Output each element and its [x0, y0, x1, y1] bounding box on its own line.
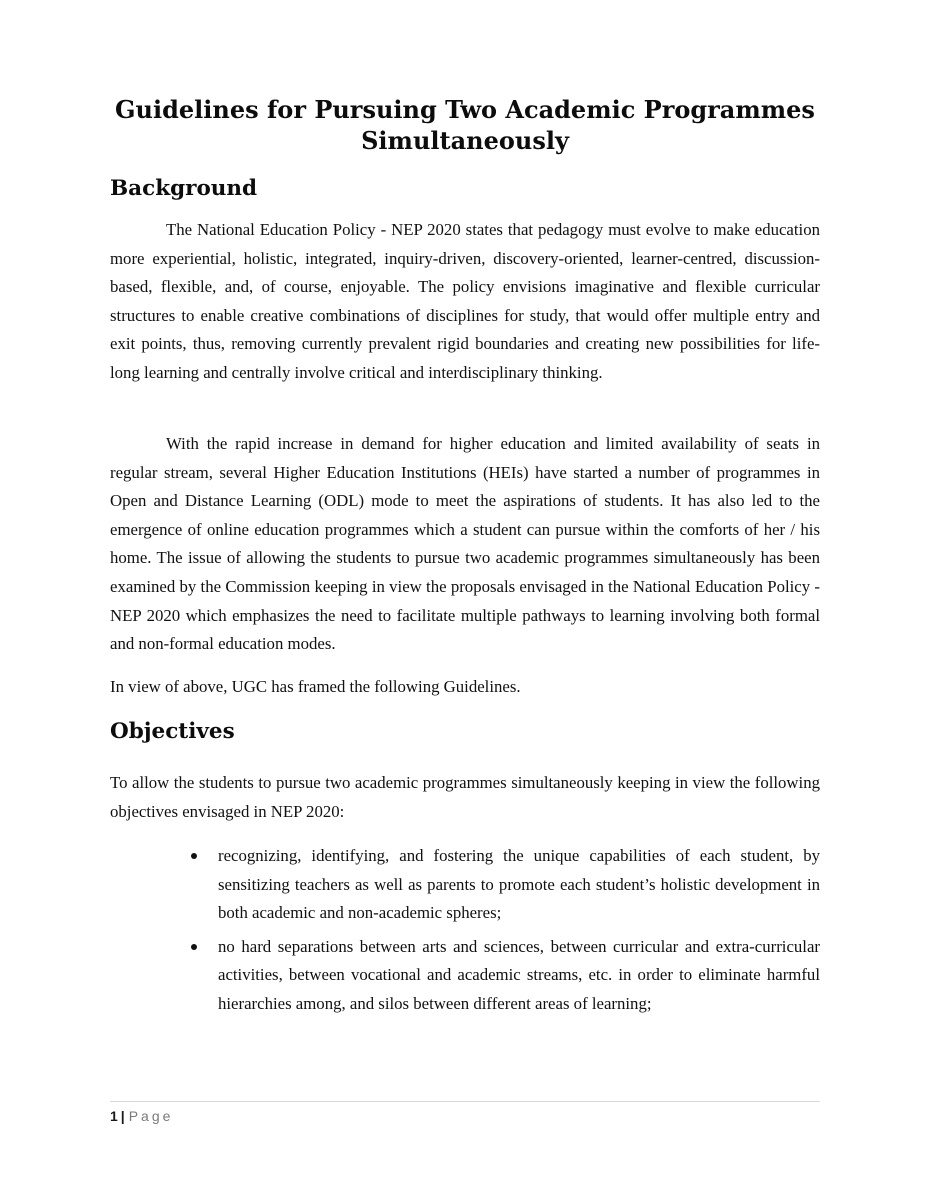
page-footer [110, 1107, 173, 1125]
objectives-list [218, 842, 820, 1024]
page-label: Page [128, 1108, 174, 1124]
section-heading-objectives: Objectives [110, 719, 235, 744]
section-heading-background: Background [110, 176, 258, 201]
document-title: Guidelines for Pursuing Two Academic Programmes Simultaneously [115, 95, 815, 155]
footer-divider [110, 1101, 820, 1102]
bullet-icon [191, 853, 197, 859]
background-paragraph-1: The National Education Policy - NEP 2020 states that pedagogy must evolve to make education more experiential, holistic, integrated, inquiry-driven, discovery-oriented, learner-centred, discussion-based, flexible, and, of course, enjoyable. The policy envisions imaginative and flexible curricular structures to enable creative combinations of disciplines for study, that would offer multiple entry and exit points, thus, removing currently prevalent rigid boundaries and creating new possibilities for life-long learning and centrally involve critical and interdisciplinary thinking. [110, 220, 820, 382]
bullet-icon [191, 944, 197, 950]
page-separator: | [120, 1108, 125, 1124]
list-item [218, 842, 820, 928]
page-number: 1 [110, 1108, 118, 1124]
background-paragraph-3: In view of above, UGC has framed the following Guidelines. [110, 677, 521, 696]
list-item-text: no hard separations between arts and sciences, between curricular and extra-curricular activities, between vocational and academic streams, etc. in order to eliminate harmful hierarchies among, and silos between different areas of learning; [218, 936, 820, 1013]
objectives-intro: To allow the students to pursue two academic programmes simultaneously keeping in view the following objectives envisaged in NEP 2020: [110, 773, 820, 821]
background-paragraph-2: With the rapid increase in demand for higher education and limited availability of seats in regular stream, several Higher Education Institutions (HEIs) have started a number of programmes in Open and Distance Learning (ODL) mode to meet the aspirations of students. It has also led to the emergence of online education programmes which a student can pursue within the comforts of her / his home. The issue of allowing the students to pursue two academic programmes simultaneously has been examined by the Commission keeping in view the proposals envisaged in the National Education Policy - NEP 2020 which emphasizes the need to facilitate multiple pathways to learning involving both formal and non-formal education modes. [110, 434, 820, 654]
list-item [218, 933, 820, 1019]
list-item-text: recognizing, identifying, and fostering the unique capabilities of each student, by sensitizing teachers as well as parents to promote each student’s holistic development in both academic and non-academic spheres; [218, 846, 820, 923]
